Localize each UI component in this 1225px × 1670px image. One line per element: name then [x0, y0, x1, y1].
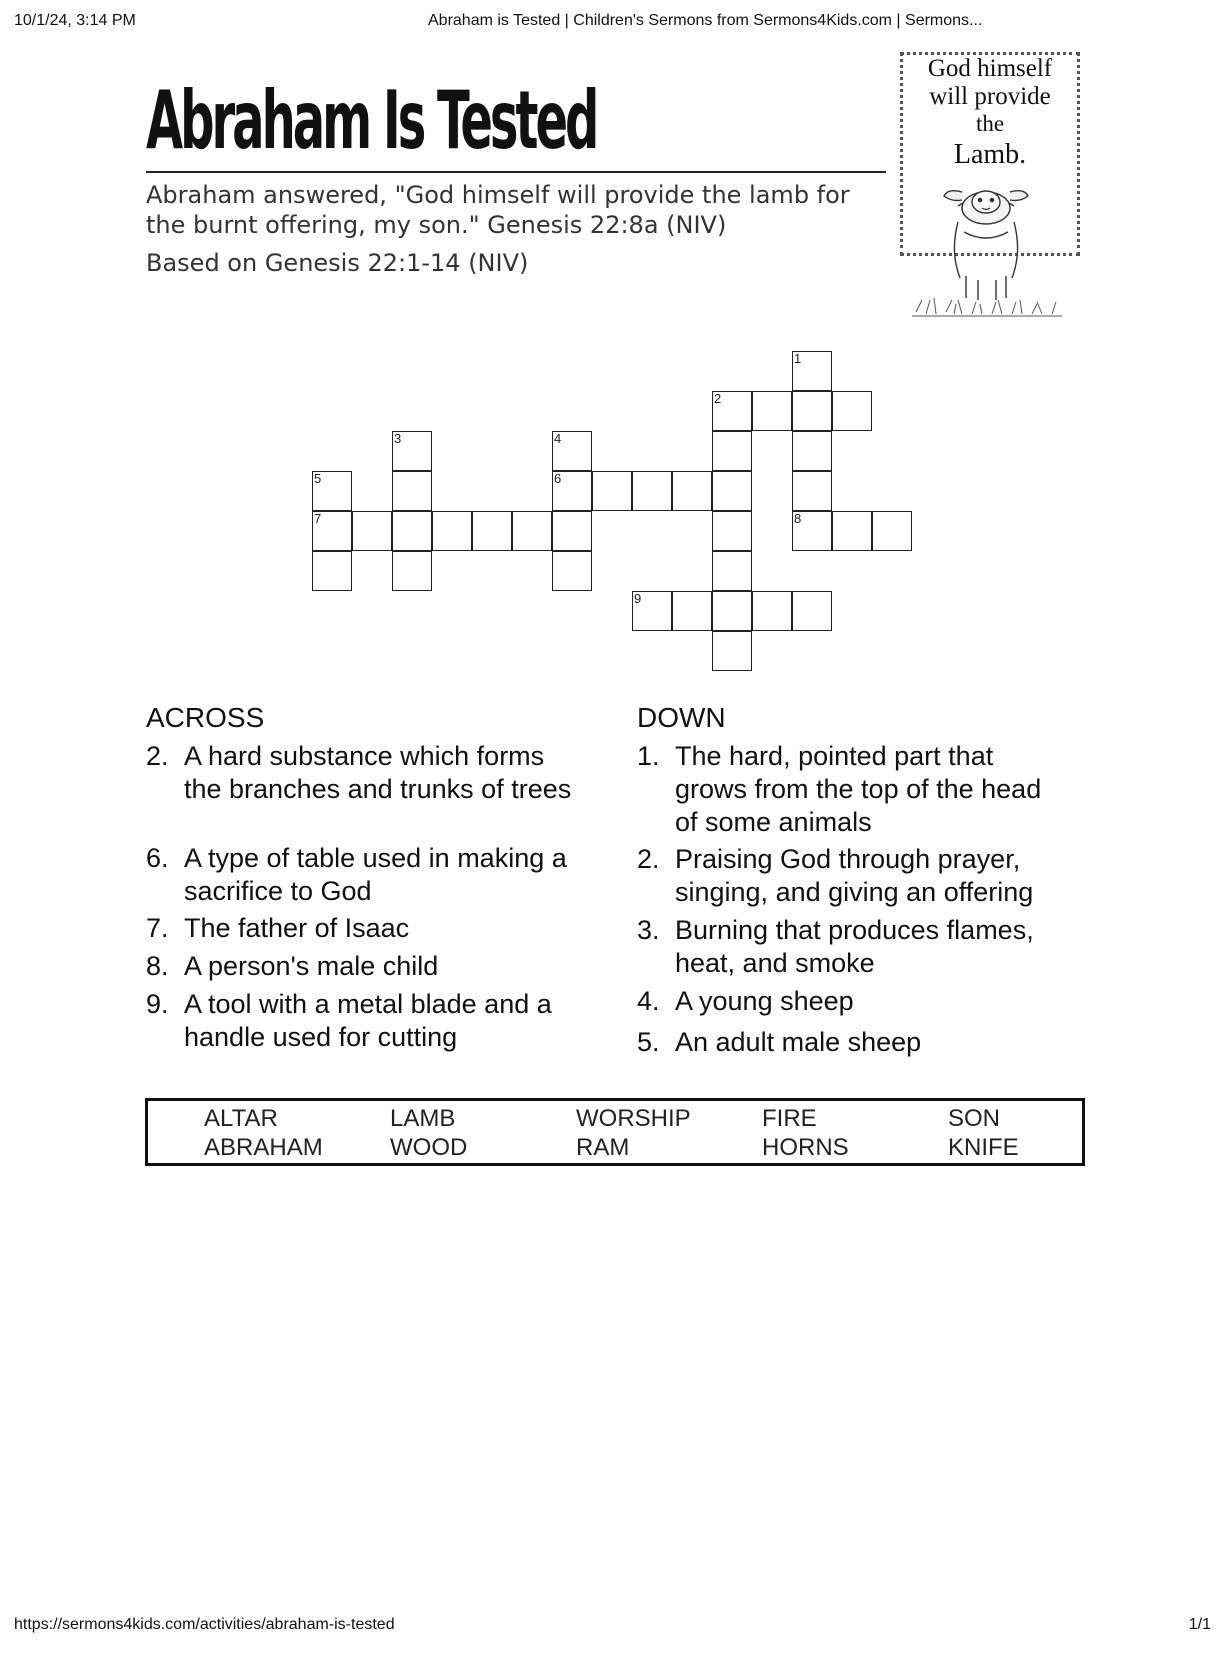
clue-number: 9	[634, 591, 642, 606]
crossword-cell[interactable]	[312, 511, 352, 551]
clue-text-line: A hard substance which forms	[184, 741, 545, 771]
down-heading: DOWN	[637, 702, 726, 733]
down-clue	[637, 1026, 1077, 1059]
crossword-cell[interactable]	[312, 471, 352, 511]
word-bank-item: HORNS	[762, 1134, 849, 1161]
crossword-cell[interactable]	[392, 511, 432, 551]
word-bank-item: WOOD	[390, 1134, 468, 1161]
crossword-cell[interactable]	[432, 511, 472, 551]
clue-text-line: the branches and trunks of trees	[184, 774, 572, 804]
crossword-cell[interactable]	[352, 511, 392, 551]
across-clue	[146, 950, 606, 983]
crossword-cell[interactable]	[512, 511, 552, 551]
page-title: Abraham Is Tested	[146, 74, 597, 167]
crossword-cell[interactable]	[712, 511, 752, 551]
down-clues	[637, 700, 1077, 1059]
crossword-cell[interactable]	[792, 391, 832, 431]
crossword-cell[interactable]	[552, 431, 592, 471]
crossword-cell[interactable]	[752, 591, 792, 631]
clue-number: 1.	[637, 741, 660, 771]
lamb-caption-line-2: will provide	[929, 83, 1051, 110]
word-bank-item: ALTAR	[204, 1105, 278, 1132]
clue-text-line: The father of Isaac	[184, 913, 410, 943]
clue-text-line: A type of table used in making a	[184, 843, 567, 873]
crossword-cell[interactable]	[392, 471, 432, 511]
clue-number: 7	[314, 511, 322, 526]
clue-number: 1	[794, 351, 802, 366]
clue-number: 4.	[637, 986, 660, 1016]
print-url: https://sermons4kids.com/activities/abraham-is-tested	[14, 1616, 395, 1633]
clue-number: 8	[794, 511, 802, 526]
clue-text-line: Praising God through prayer,	[675, 844, 1021, 874]
scripture-quote	[146, 180, 886, 240]
word-bank-item: WORSHIP	[576, 1105, 691, 1132]
clue-text-line: grows from the top of the head	[675, 774, 1042, 804]
across-clue	[146, 842, 606, 908]
down-clue	[637, 914, 1077, 980]
crossword-cell[interactable]	[712, 431, 752, 471]
crossword-cell[interactable]	[312, 551, 352, 591]
clue-number: 5	[314, 471, 322, 486]
clue-text-line: of some animals	[675, 807, 872, 837]
crossword-cell[interactable]	[792, 591, 832, 631]
crossword-cell[interactable]	[752, 391, 792, 431]
crossword-cell[interactable]	[672, 591, 712, 631]
clue-text-line: An adult male sheep	[675, 1027, 922, 1057]
lamb-caption-line-1: God himself	[927, 55, 1053, 82]
clue-number: 3	[394, 431, 402, 446]
word-bank-item: LAMB	[390, 1105, 456, 1132]
word-bank-item: SON	[948, 1105, 1001, 1132]
lamb-caption-line-4: Lamb.	[953, 139, 1027, 170]
clue-number: 2	[714, 391, 722, 406]
clue-text-line: A young sheep	[675, 986, 854, 1016]
clue-number: 6.	[146, 843, 169, 873]
quote-line-2: the burnt offering, my son." Genesis 22:8a (NIV)	[146, 211, 727, 239]
crossword-cell[interactable]	[712, 391, 752, 431]
word-bank-item: ABRAHAM	[204, 1134, 323, 1161]
clue-text-line: The hard, pointed part that	[675, 741, 994, 771]
word-bank	[145, 1098, 1085, 1166]
crossword-cell[interactable]	[552, 551, 592, 591]
crossword-cell[interactable]	[792, 431, 832, 471]
word-bank-item: KNIFE	[948, 1134, 1019, 1161]
clue-text-line: A person's male child	[184, 951, 439, 981]
down-clue	[637, 985, 1077, 1018]
crossword-cell[interactable]	[712, 631, 752, 671]
crossword-cell[interactable]	[592, 471, 632, 511]
lamb-illustration	[906, 172, 1066, 322]
clue-number: 8.	[146, 951, 169, 981]
print-page-title: Abraham is Tested | Children's Sermons from Sermons4Kids.com | Sermons...	[428, 12, 983, 29]
crossword-cell[interactable]	[552, 471, 592, 511]
clue-number: 3.	[637, 915, 660, 945]
clue-text-line: A tool with a metal blade and a	[184, 989, 552, 1019]
title-divider	[146, 171, 886, 173]
crossword-cell[interactable]	[792, 511, 832, 551]
lamb-caption-line-3: the	[975, 111, 1005, 136]
clue-text-line: sacrifice to God	[184, 876, 372, 906]
word-bank-item: RAM	[576, 1134, 630, 1161]
based-on-text: Based on Genesis 22:1-14 (NIV)	[146, 249, 529, 277]
crossword-cell[interactable]	[712, 551, 752, 591]
crossword-cell[interactable]	[552, 511, 592, 551]
crossword-cell[interactable]	[792, 351, 832, 391]
crossword-cell[interactable]	[712, 471, 752, 511]
clue-text-line: heat, and smoke	[675, 948, 875, 978]
clue-number: 9.	[146, 989, 169, 1019]
crossword-cell[interactable]	[832, 391, 872, 431]
print-page-count: 1/1	[1188, 1616, 1211, 1633]
crossword-cell[interactable]	[632, 471, 672, 511]
clue-number: 4	[554, 431, 562, 446]
print-date: 10/1/24, 3:14 PM	[14, 12, 136, 29]
clue-number: 2.	[146, 741, 169, 771]
crossword-cell[interactable]	[792, 471, 832, 511]
across-clues	[146, 700, 606, 1054]
print-footer	[14, 1616, 1211, 1640]
across-clue	[146, 912, 606, 945]
word-bank-item: FIRE	[762, 1105, 817, 1132]
clue-number: 6	[554, 471, 562, 486]
crossword-cell[interactable]	[392, 431, 432, 471]
clue-text-line: handle used for cutting	[184, 1022, 458, 1052]
crossword-cell[interactable]	[872, 511, 912, 551]
down-clue	[637, 740, 1077, 839]
clue-number: 7.	[146, 913, 169, 943]
across-heading: ACROSS	[146, 702, 265, 733]
quote-line-1: Abraham answered, "God himself will provide the lamb for	[146, 181, 850, 209]
print-header	[14, 12, 1211, 36]
down-clue	[637, 843, 1077, 909]
crossword-cell[interactable]	[672, 471, 712, 511]
across-clue	[146, 740, 606, 806]
clue-text-line: singing, and giving an offering	[675, 877, 1034, 907]
crossword-cell[interactable]	[832, 511, 872, 551]
clue-number: 2.	[637, 844, 660, 874]
crossword-cell[interactable]	[632, 591, 672, 631]
crossword-cell[interactable]	[712, 591, 752, 631]
across-clue	[146, 988, 606, 1054]
clue-number: 5.	[637, 1027, 660, 1057]
clue-text-line: Burning that produces flames,	[675, 915, 1034, 945]
crossword-cell[interactable]	[472, 511, 512, 551]
crossword-cell[interactable]	[392, 551, 432, 591]
